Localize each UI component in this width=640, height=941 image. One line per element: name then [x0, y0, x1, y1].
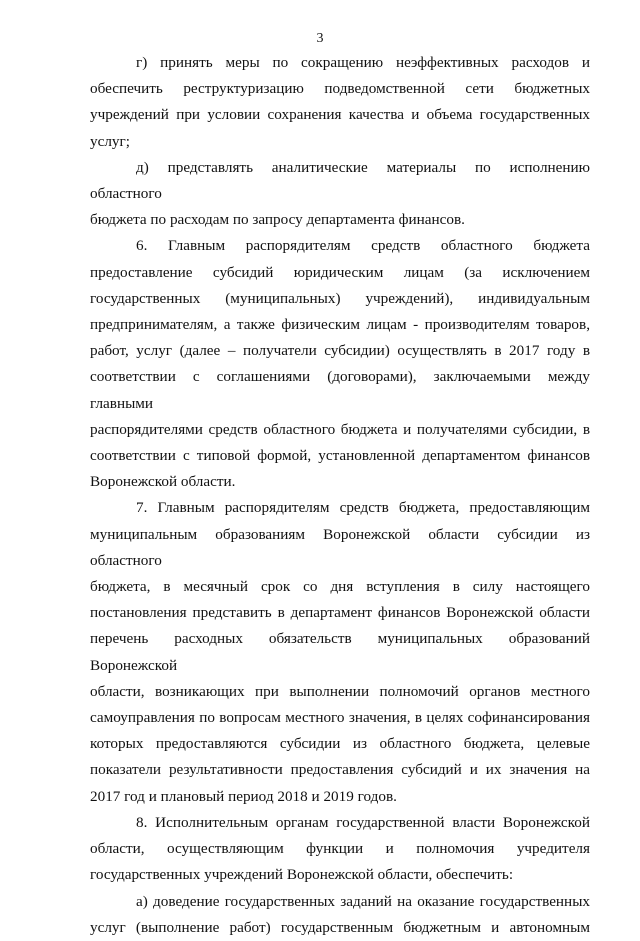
- text-line: обеспечить реструктуризацию подведомственной сети бюджетных: [90, 80, 590, 98]
- paragraph-8a: [90, 889, 590, 941]
- text-line: соответствии с соглашениями (договорами), заключаемыми между главными: [90, 368, 590, 412]
- text-line: области, осуществляющим функции и полномочия учредителя: [90, 840, 590, 858]
- text-line: которых предоставляются субсидии из областного бюджета, целевые: [90, 735, 590, 753]
- text-line: Воронежской области.: [90, 473, 236, 491]
- text-line: перечень расходных обязательств муниципальных образований Воронежской: [90, 630, 590, 674]
- text-line: 8. Исполнительным органам государственной власти Воронежской: [136, 813, 590, 831]
- text-line: бюджета по расходам по запросу департамента финансов.: [90, 211, 465, 229]
- text-line: государственных учреждений Воронежской области, обеспечить:: [90, 866, 514, 884]
- text-line: а) доведение государственных заданий на оказание государственных: [136, 892, 590, 910]
- document-body: [90, 50, 590, 941]
- text-line: самоуправления по вопросам местного значения, в целях софинансирования: [90, 709, 590, 727]
- paragraph-5d: [90, 155, 590, 234]
- paragraph-5g: [90, 50, 590, 155]
- text-line: 7. Главным распорядителям средств бюджета, предоставляющим: [136, 499, 590, 517]
- paragraph-6: [90, 233, 590, 495]
- text-line: муниципальным образованиям Воронежской области субсидии из областного: [90, 525, 590, 569]
- paragraph-7: [90, 495, 590, 809]
- text-line: работ, услуг (далее – получатели субсидии) осуществлять в 2017 году в: [90, 342, 590, 360]
- paragraph-8: [90, 810, 590, 889]
- text-line: д) представлять аналитические материалы по исполнению областного: [90, 158, 590, 203]
- text-line: 2017 год и плановый период 2018 и 2019 годов.: [90, 787, 397, 805]
- text-line: распорядителями средств областного бюджета и получателями субсидии, в: [90, 420, 590, 438]
- text-line: бюджета, в месячный срок со дня вступления в силу настоящего: [90, 578, 590, 596]
- text-line: предоставление субсидий юридическим лицам (за исключением: [90, 263, 590, 281]
- text-line: учреждений при условии сохранения качества и объема государственных: [90, 106, 590, 124]
- text-line: 6. Главным распорядителям средств областного бюджета: [136, 237, 590, 255]
- text-line: г) принять меры по сокращению неэффективных расходов и: [136, 54, 590, 71]
- text-line: предпринимателям, а также физическим лицам - производителям товаров,: [90, 316, 590, 334]
- text-line: услуг (выполнение работ) государственным бюджетным и автономным: [90, 918, 590, 936]
- text-line: области, возникающих при выполнении полномочий органов местного: [90, 682, 590, 700]
- page-number: 3: [316, 31, 324, 46]
- text-line: постановления представить в департамент финансов Воронежской области: [90, 604, 590, 622]
- text-line: услуг;: [90, 132, 130, 150]
- text-line: государственных (муниципальных) учреждений), индивидуальным: [90, 289, 590, 307]
- text-line: показатели результативности предоставления субсидий и их значения на: [90, 761, 590, 779]
- text-line: соответствии с типовой формой, установленной департаментом финансов: [90, 447, 590, 465]
